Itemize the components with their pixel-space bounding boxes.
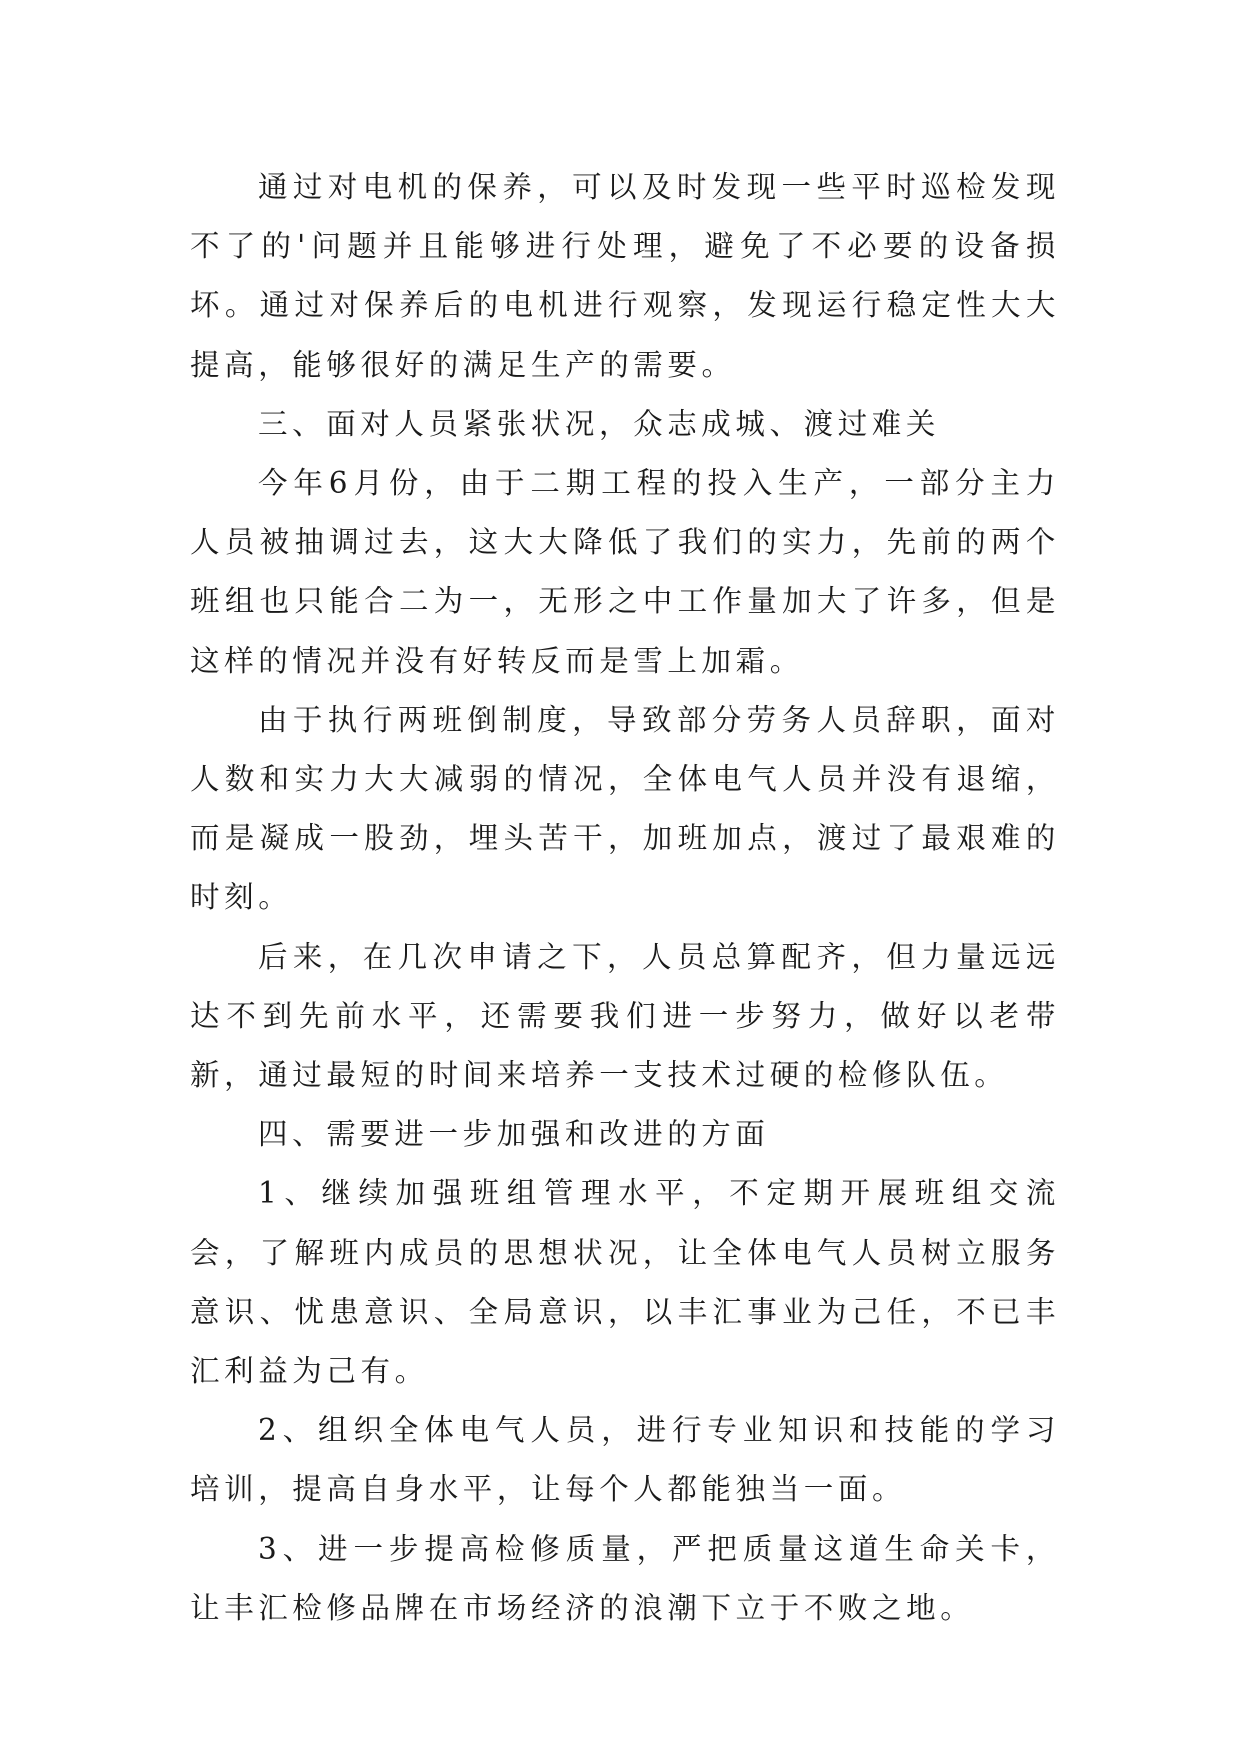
list-item-3: 3、进一步提高检修质量，严把质量这道生命关卡，让丰汇检修品牌在市场经济的浪潮下立于不败之地。 bbox=[190, 1531, 1060, 1625]
list-item-1: 1、继续加强班组管理水平，不定期开展班组交流会，了解班内成员的思想状况，让全体电气人员树立服务意识、忧患意识、全局意识，以丰汇事业为己任，不已丰汇利益为己有。 bbox=[190, 1176, 1060, 1389]
section-heading-four: 四、需要进一步加强和改进的方面 bbox=[258, 1117, 770, 1152]
paragraph-staff-recovery: 后来，在几次申请之下，人员总算配齐，但力量远远达不到先前水平，还需要我们进一步努力，做好以老带新，通过最短的时间来培养一支技术过硬的检修队伍。 bbox=[190, 939, 1060, 1093]
section-heading-three: 三、面对人员紧张状况，众志成城、渡过难关 bbox=[258, 406, 941, 441]
paragraph-june-staffing: 今年6月份，由于二期工程的投入生产，一部分主力人员被抽调过去，这大大降低了我们的实力，先前的两个班组也只能合二为一，无形之中工作量加大了许多，但是这样的情况并没有好转反而是雪上加霜。 bbox=[190, 466, 1060, 678]
paragraph-motor-maintenance: 通过对电机的保养，可以及时发现一些平时巡检发现不了的'问题并且能够进行处理，避免了不必要的设备损坏。通过对保养后的电机进行观察，发现运行稳定性大大提高，能够很好的满足生产的需要。 bbox=[190, 170, 1060, 382]
list-item-2: 2、组织全体电气人员，进行专业知识和技能的学习培训，提高自身水平，让每个人都能独当一面。 bbox=[190, 1413, 1060, 1507]
document-body bbox=[190, 158, 1060, 1638]
paragraph-shift-system: 由于执行两班倒制度，导致部分劳务人员辞职，面对人数和实力大大减弱的情况，全体电气人员并没有退缩，而是凝成一股劲，埋头苦干，加班加点，渡过了最艰难的时刻。 bbox=[190, 702, 1060, 915]
